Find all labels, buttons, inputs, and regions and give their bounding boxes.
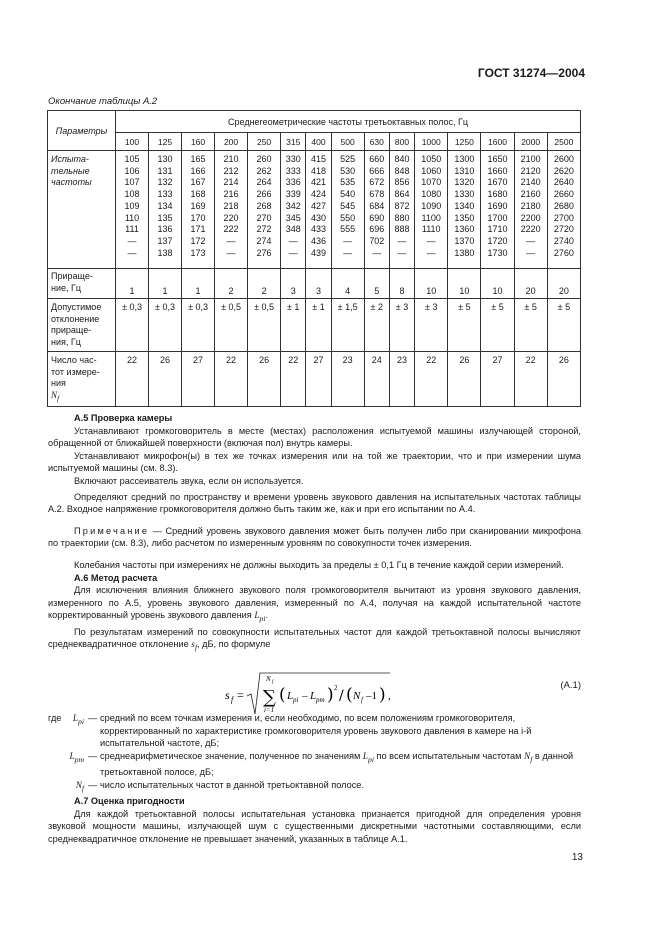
inc-cell-1600: 10	[481, 269, 514, 299]
cnt-cell-500: 23	[331, 352, 364, 407]
cnt-cell-400: 27	[306, 352, 331, 407]
svg-text:N: N	[266, 675, 271, 683]
svg-text:–: –	[302, 690, 308, 702]
band-125: 125	[149, 133, 182, 151]
tol-cell-200: ± 0,5	[215, 299, 248, 352]
inc-cell-315: 3	[281, 269, 306, 299]
band-1600: 1600	[481, 133, 514, 151]
tol-cell-1600: ± 5	[481, 299, 514, 352]
inc-cell-2000: 20	[514, 269, 547, 299]
tol-cell-160: ± 0,3	[182, 299, 215, 352]
cnt-cell-125: 26	[149, 352, 182, 407]
cnt-cell-315: 22	[281, 352, 306, 407]
def-lpi: где $L_{pi}$ — средний по всем точкам измерения и, если необходимо, по всем положениям громкоговорителя, корректированный по характеристике громкоговорителя уровень звукового давления в камере на i-й испытательной частоте, дБ;	[48, 712, 581, 750]
standard-number: ГОСТ 31274—2004	[477, 66, 585, 80]
freq-cell-125: 130 131 132 133 134 135 136 137 138	[149, 151, 182, 269]
freq-cell-1600: 1650 1660 1670 1680 1690 1700 1710 1720 1730	[481, 151, 514, 269]
a5-p1: Устанавливают громкоговоритель в месте (местах) расположения испытуемой машины излучающей стороной, обращенной от ближайшей поверхности (включая пол) внутрь камеры.	[48, 425, 581, 449]
svg-text:L: L	[287, 690, 294, 702]
tol-cell-400: ± 1	[306, 299, 331, 352]
tol-cell-1250: ± 5	[448, 299, 481, 352]
def-lpm-b: по всем испытательным частотам	[376, 750, 522, 761]
tol-cell-2500: ± 5	[547, 299, 580, 352]
band-500: 500	[331, 133, 364, 151]
a6-p2-text: По результатам измерений по совокупности испытательных частот для каждой третьоктавной полосы вычисляют среднеквадратичное отклонение	[48, 626, 581, 650]
group-header: Среднегеометрические частоты третьоктавных полос, Гц	[116, 111, 581, 133]
svg-text:i=1: i=1	[264, 706, 275, 714]
freq-cell-2500: 2600 2620 2640 2660 2680 2700 2720 2740 2760	[547, 151, 580, 269]
tol-label: Допустимое отклонение прираще- ния, Гц	[48, 299, 116, 352]
def-lpm-a: среднеарифметическое значение, полученное по значениям	[100, 750, 361, 761]
tol-cell-2000: ± 5	[514, 299, 547, 352]
svg-text:/: /	[339, 688, 344, 704]
cnt-cell-250: 26	[248, 352, 281, 407]
cnt-cell-1000: 22	[415, 352, 448, 407]
def-nf-text: число испытательных частот в данной третьоктавной полосе.	[100, 779, 364, 790]
svg-text:): )	[327, 685, 334, 705]
freq-cell-315: 330 333 336 339 342 345 348 — —	[281, 151, 306, 269]
test-frequencies-row	[48, 151, 581, 269]
tol-cell-125: ± 0,3	[149, 299, 182, 352]
cnt-cell-160: 27	[182, 352, 215, 407]
tol-cell-800: ± 3	[389, 299, 414, 352]
svg-text:,: ,	[388, 690, 391, 702]
freq-cell-160: 165 166 167 168 169 170 171 172 173	[182, 151, 215, 269]
a6-heading: А.6 Метод расчета	[74, 572, 158, 583]
def-lpm-text: среднеарифметическое значение, полученное по значениям $L_{pi}$ по всем испытательным частотам $N_f$ в данной третьоктавной полосе, дБ;	[100, 750, 574, 778]
a5-heading: А.5 Проверка камеры	[74, 413, 173, 423]
bands-row	[48, 133, 581, 151]
svg-text:): )	[379, 685, 386, 705]
svg-text:2: 2	[334, 684, 338, 692]
svg-text:f: f	[361, 696, 363, 704]
a6-p1-text: Для исключения влияния ближнего звукового поля громкоговорителя вычитают из уровня звукового давления, измеренного по А.5, уровень звукового давления, измеренный по А.4, получая на каждой испытательной частоте корректированный уровень звукового давления	[48, 585, 581, 621]
def-lpi-text: средний по всем точкам измерения и, если необходимо, по всем положениям громкоговорителя, корректированный по характеристике громкоговорителя уровень звукового давления в камере на i-й испытательной частоте, дБ;	[100, 713, 532, 749]
def-nf: $N_f$ — число испытательных частот в данной третьоктавной полосе.	[48, 779, 581, 795]
cnt-cell-2000: 22	[514, 352, 547, 407]
def-lpm-c: в данной третьоктавной полосе, дБ;	[100, 750, 574, 778]
freq-cell-100: 105 106 107 108 109 110 111 — —	[116, 151, 149, 269]
band-100: 100	[116, 133, 149, 151]
inc-cell-1250: 10	[448, 269, 481, 299]
svg-text:(: (	[279, 685, 286, 705]
svg-text:N: N	[353, 690, 361, 702]
tol-cell-500: ± 1,5	[331, 299, 364, 352]
cnt-cell-200: 22	[215, 352, 248, 407]
tol-cell-630: ± 2	[364, 299, 389, 352]
freq-label: Испыта- тельные частоты	[48, 151, 116, 269]
tolerance-row	[48, 299, 581, 352]
def-lpm: $L_{pm}$ — среднеарифметическое значение, полученное по значениям $L_{pi}$ по всем испытательным частотам $N_f$ в данной третьоктавной полосе, дБ;	[48, 750, 581, 779]
inc-cell-250: 2	[248, 269, 281, 299]
band-1250: 1250	[448, 133, 481, 151]
tol-cell-315: ± 1	[281, 299, 306, 352]
inc-cell-160: 1	[182, 269, 215, 299]
freq-cell-800: 840 848 856 864 872 880 888 — —	[389, 151, 414, 269]
cnt-cell-2500: 26	[547, 352, 580, 407]
a5-p2: Устанавливают микрофон(ы) в тех же точках измерения или на той же траектории, что и при измерении шума испытуемой машины (см. 8.3).	[48, 450, 581, 474]
svg-text:pi: pi	[293, 696, 299, 704]
page-number: 13	[571, 852, 583, 863]
svg-text:=: =	[237, 688, 244, 702]
a5-note	[48, 525, 581, 550]
inc-cell-125: 1	[149, 269, 182, 299]
inc-cell-100: 1	[116, 269, 149, 299]
inc-cell-630: 5	[364, 269, 389, 299]
freq-cell-1250: 1300 1310 1320 1330 1340 1350 1360 1370 1380	[448, 151, 481, 269]
svg-text:f: f	[231, 695, 234, 704]
cnt-cell-1250: 26	[448, 352, 481, 407]
tol-cell-100: ± 0,3	[116, 299, 149, 352]
freq-cell-2000: 2100 2120 2140 2160 2180 2200 2220 — —	[514, 151, 547, 269]
svg-text:(: (	[346, 685, 353, 705]
svg-text:∑: ∑	[263, 687, 276, 708]
band-800: 800	[389, 133, 414, 151]
cnt-label: Число час- тот измере- ния $N_f$	[48, 352, 116, 407]
note-word: Примечание	[74, 525, 150, 536]
freq-cell-400: 415 418 421 424 427 430 433 436 439	[306, 151, 331, 269]
inc-cell-800: 8	[389, 269, 414, 299]
cnt-cell-1600: 27	[481, 352, 514, 407]
cnt-cell-100: 22	[116, 352, 149, 407]
table-caption: Окончание таблицы А.2	[48, 96, 158, 107]
a6-p2-tail: , дБ, по формуле	[197, 639, 271, 650]
svg-text:–1: –1	[366, 690, 377, 702]
a7-p1: Для каждой третьоктавной полосы испытательная установка признается пригодной для определения уровня звуковой мощности машины, излучающей шум с существенными дискретными частотными составляющими, если среднеквадратичное отклонение не превышает значений, указанных в таблице А.1.	[48, 808, 581, 844]
band-160: 160	[182, 133, 215, 151]
param-header: Параметры	[48, 111, 116, 151]
freq-cell-500: 525 530 535 540 545 550 555 — —	[331, 151, 364, 269]
inc-cell-200: 2	[215, 269, 248, 299]
tol-cell-1000: ± 3	[415, 299, 448, 352]
band-200: 200	[215, 133, 248, 151]
svg-text:f: f	[272, 680, 274, 685]
gde-word: где	[48, 713, 62, 723]
note-text: — Средний уровень звукового давления может быть получен либо при сканировании микрофона по траектории (см. 8.3), либо расчетом по измеренным уровням по совокупности точек измерения.	[48, 525, 581, 549]
inc-cell-400: 3	[306, 269, 331, 299]
inc-cell-2500: 20	[547, 269, 580, 299]
freq-cell-1000: 1050 1060 1070 1080 1090 1100 1110 — —	[415, 151, 448, 269]
a5-p5: Колебания частоты при измерениях не должны выходить за пределы ± 0,1 Гц в течение каждой серии измерений.	[74, 559, 564, 570]
a5-p4: Определяют средний по пространству и времени уровень звукового давления на испытательных частотах таблицы А.2. Входное напряжение громкоговорителя должно быть таким же, как и при его испытании по А.4.	[48, 491, 581, 515]
svg-text:s: s	[225, 688, 230, 702]
definitions	[48, 712, 581, 846]
band-250: 250	[248, 133, 281, 151]
a6-p1: Для исключения влияния ближнего звукового поля громкоговорителя вычитают из уровня звукового давления, измеренного по А.5, уровень звукового давления, измеренный по А.4, получая на каждой испытательной частоте корректированный уровень звукового давления $L_{pi}$.	[48, 585, 581, 624]
increment-row	[48, 269, 581, 299]
band-315: 315	[281, 133, 306, 151]
cnt-cell-630: 24	[364, 352, 389, 407]
inc-label: Прираще- ние, Гц	[48, 269, 116, 299]
freq-cell-200: 210 212 214 216 218 220 222 — —	[215, 151, 248, 269]
freq-cell-250: 260 262 264 266 268 270 272 274 276	[248, 151, 281, 269]
equation-number: (А.1)	[560, 680, 581, 691]
band-1000: 1000	[415, 133, 448, 151]
svg-text:pm: pm	[316, 696, 325, 704]
tol-cell-250: ± 0,5	[248, 299, 281, 352]
svg-text:L: L	[310, 690, 317, 702]
band-2500: 2500	[547, 133, 580, 151]
frequency-table	[47, 110, 581, 407]
a5-p3: Включают рассеиватель звука, если он используется.	[74, 475, 304, 486]
a7-heading: А.7 Оценка пригодности	[74, 796, 185, 807]
band-630: 630	[364, 133, 389, 151]
band-2000: 2000	[514, 133, 547, 151]
inc-cell-500: 4	[331, 269, 364, 299]
band-400: 400	[306, 133, 331, 151]
freq-cell-630: 660 666 672 678 684 690 696 702 —	[364, 151, 389, 269]
cnt-cell-800: 23	[389, 352, 414, 407]
count-row	[48, 352, 581, 407]
a6-p2: По результатам измерений по совокупности испытательных частот для каждой третьоктавной полосы вычисляют среднеквадратичное отклонение $s_f$, дБ, по формуле	[48, 626, 581, 653]
inc-cell-1000: 10	[415, 269, 448, 299]
section-a5	[48, 412, 581, 655]
